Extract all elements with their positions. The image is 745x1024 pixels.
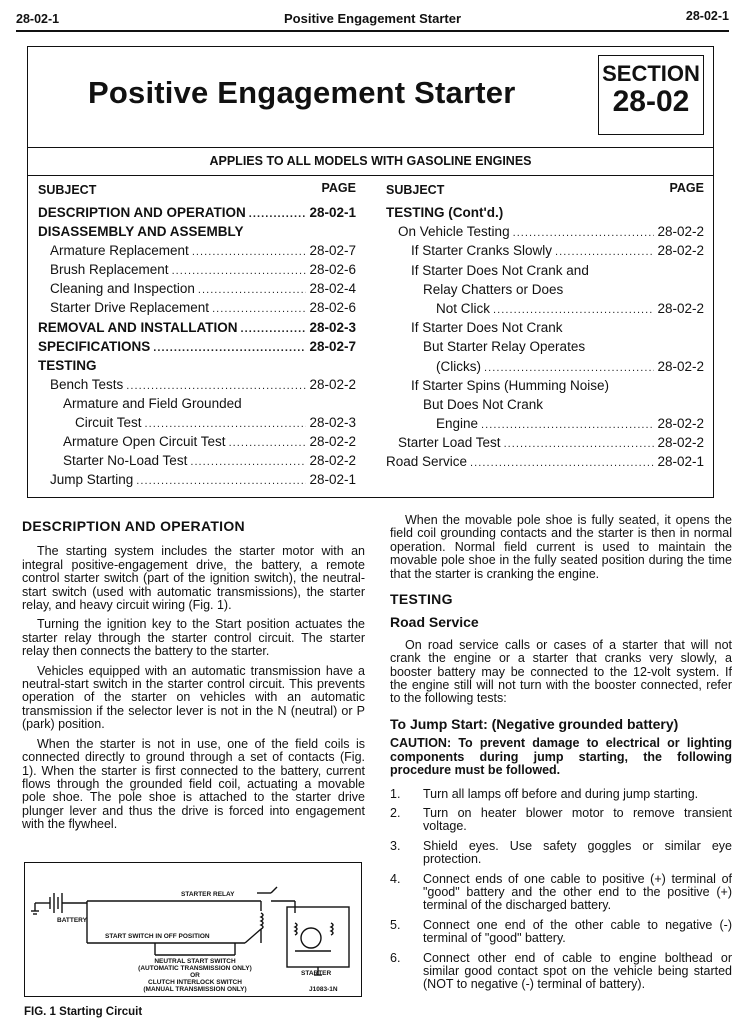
- header-rule: [16, 30, 729, 32]
- toc-entry-page: 28-02-3: [309, 319, 356, 335]
- toc-header: [38, 179, 356, 205]
- toc-entry-title: TESTING: [38, 357, 97, 373]
- label-battery: BATTERY: [57, 917, 87, 924]
- step-text: Connect one end of the other cable to negative (-) terminal of "good" battery.: [423, 917, 732, 946]
- toc-entry-title: If Starter Does Not Crank and: [411, 262, 589, 278]
- toc-leader-dots: [153, 342, 306, 354]
- toc-entry-page: 28-02-7: [309, 338, 356, 354]
- toc-left: [38, 179, 356, 491]
- step-item: [390, 807, 732, 834]
- page-title: Positive Engagement Starter: [88, 75, 516, 110]
- paragraph: On road service calls or cases of a starter that will not crank the engine or a starter that cranks very slowly, a booster battery may be connected to the 12-volt system. If the engine still will not turn with the booster connected, refer to the following tests:: [390, 637, 732, 706]
- toc-entry-title: DESCRIPTION AND OPERATION: [38, 205, 246, 220]
- toc-entry-page: 28-02-6: [309, 262, 356, 278]
- toc-entry: [38, 472, 356, 491]
- toc-entry-page: 28-02-2: [657, 358, 704, 374]
- toc-entry-title: Not Click: [436, 300, 491, 316]
- toc-leader-dots: [555, 246, 654, 258]
- toc-leader-dots: [504, 438, 655, 450]
- toc-entry-title: Jump Starting: [50, 472, 134, 488]
- toc-leader-dots: [229, 437, 307, 449]
- toc-entry-title: Cleaning and Inspection: [50, 281, 195, 297]
- toc-leader-dots: [470, 457, 654, 469]
- toc-entry: [386, 263, 704, 282]
- label-figure-code: J1083-1N: [309, 986, 338, 993]
- divider: [28, 175, 713, 176]
- step-text: Turn on heater blower motor to remove transient voltage.: [423, 805, 732, 834]
- running-header: [16, 9, 729, 29]
- title-area: [28, 47, 598, 148]
- testing-heading: TESTING: [390, 591, 453, 608]
- toc-entry: [38, 300, 356, 319]
- applies-note: APPLIES TO ALL MODELS WITH GASOLINE ENGINES: [209, 154, 532, 168]
- toc-page-heading: PAGE: [669, 181, 704, 195]
- road-service-heading: Road Service: [390, 614, 479, 631]
- toc-entry: [386, 397, 704, 416]
- toc-entry: [38, 243, 356, 262]
- toc-entry: [386, 282, 704, 301]
- toc-leader-dots: [241, 323, 307, 335]
- toc-entry: [386, 435, 704, 454]
- toc-entry-page: 28-02-4: [309, 281, 356, 297]
- toc-leader-dots: [513, 227, 655, 239]
- toc-entry: [38, 396, 356, 415]
- toc-leader-dots: [145, 418, 307, 430]
- toc-leader-dots: [198, 284, 307, 296]
- toc-entry: [38, 358, 356, 377]
- section-box: [598, 55, 704, 135]
- toc-entry-title: Armature Open Circuit Test: [63, 434, 226, 450]
- toc-entry-title: But Does Not Crank: [423, 396, 544, 412]
- label-start-switch: START SWITCH IN OFF POSITION: [105, 933, 210, 940]
- toc-left-rows: [38, 205, 356, 491]
- toc-entry-title: SPECIFICATIONS: [38, 338, 151, 354]
- toc-entry-title: Circuit Test: [75, 415, 142, 431]
- label-or: OR: [190, 972, 200, 979]
- toc-entry: [386, 359, 704, 378]
- toc-entry-title: Armature and Field Grounded: [63, 395, 242, 411]
- toc-entry-title: Relay Chatters or Does: [423, 281, 564, 297]
- divider: [598, 147, 714, 148]
- toc-page-heading: PAGE: [321, 181, 356, 195]
- caution-note: CAUTION: To prevent damage to electrical or lighting components during jump starting, the following procedure must be followed.: [390, 736, 732, 778]
- step-number: 6.: [390, 950, 401, 965]
- toc-entry-page: 28-02-1: [309, 205, 356, 220]
- label-auto-trans: (AUTOMATIC TRANSMISSION ONLY): [138, 965, 252, 972]
- jump-start-steps: [390, 788, 732, 992]
- toc-subject-heading: SUBJECT: [38, 183, 97, 197]
- toc-entry: [38, 262, 356, 281]
- toc-entry: [38, 453, 356, 472]
- toc-leader-dots: [192, 246, 307, 258]
- paragraph: The starting system includes the starter motor with an integral positive-engagement drive, the battery, a remote control starter switch (part of the ignition switch), the neutral-start switch (used with automatic transmissions), the starter relay, and heavy circuit wiring (Fig. 1).: [22, 544, 365, 613]
- toc-entry: [386, 243, 704, 262]
- step-number: 1.: [390, 786, 401, 801]
- toc-entry-title: (Clicks): [436, 358, 481, 374]
- header-page-left: 28-02-1: [16, 12, 60, 26]
- toc-header: [386, 179, 704, 205]
- toc-entry: [386, 454, 704, 473]
- step-item: [390, 873, 732, 913]
- toc-entry-page: 28-02-2: [309, 434, 356, 450]
- toc-leader-dots: [172, 265, 307, 277]
- toc-right: [386, 179, 704, 474]
- title-box: [27, 46, 714, 498]
- toc-entry-title: Engine: [436, 416, 479, 432]
- toc-leader-dots: [190, 456, 306, 468]
- toc-entry: [386, 378, 704, 397]
- toc-leader-dots: [481, 419, 654, 431]
- toc-entry: [386, 416, 704, 435]
- toc-entry: [386, 339, 704, 358]
- step-item: [390, 952, 732, 992]
- toc-entry-page: 28-02-2: [657, 435, 704, 451]
- toc-entry-page: 28-02-6: [309, 300, 356, 316]
- toc-entry-page: 28-02-2: [657, 243, 704, 259]
- step-number: 5.: [390, 917, 401, 932]
- toc-leader-dots: [126, 380, 306, 392]
- section-number: 28-02: [612, 85, 690, 118]
- toc-entry: [38, 320, 356, 339]
- toc-right-rows: [386, 205, 704, 474]
- toc-entry-title: On Vehicle Testing: [398, 224, 510, 240]
- step-text: Connect other end of cable to engine bolthead or similar good contact spot on the vehicle being started (NOT to negative (-) terminal of battery).: [423, 950, 732, 992]
- toc-entry: [386, 320, 704, 339]
- toc-entry: [38, 281, 356, 300]
- toc-entry-title: REMOVAL AND INSTALLATION: [38, 319, 238, 335]
- toc-entry-title: If Starter Spins (Humming Noise): [411, 377, 610, 393]
- toc-entry-title: If Starter Cranks Slowly: [411, 243, 553, 259]
- label-starter: STARTER: [301, 970, 332, 977]
- toc-entry-page: 28-02-2: [309, 376, 356, 392]
- step-item: [390, 840, 732, 867]
- toc-leader-dots: [493, 304, 654, 316]
- toc-entry-page: 28-02-1: [309, 472, 356, 488]
- toc-entry: [386, 301, 704, 320]
- jump-start-heading: To Jump Start: (Negative grounded battery): [390, 715, 679, 732]
- paragraph: When the starter is not in use, one of the field coils is connected directly to ground through a set of contacts (Fig. 1). When the starter is first connected to the battery, current flows through the grounded field coil, actuating a movable pole shoe. The pole shoe is attached to the starter drive plunger lever and thus the drive is forced into engagement with the flywheel.: [22, 736, 365, 832]
- header-title: Positive Engagement Starter: [284, 11, 461, 26]
- section-word: SECTION: [602, 61, 700, 86]
- toc-entry-title: Armature Replacement: [50, 243, 189, 259]
- left-column: [22, 520, 365, 838]
- step-number: 3.: [390, 838, 401, 853]
- label-manual-trans: (MANUAL TRANSMISSION ONLY): [143, 986, 247, 993]
- toc-entry-page: 28-02-1: [657, 454, 704, 470]
- toc-entry: [38, 377, 356, 396]
- toc-entry: [38, 434, 356, 453]
- circuit-diagram: [25, 863, 360, 995]
- toc-entry: [38, 224, 356, 243]
- step-text: Connect ends of one cable to positive (+) terminal of "good" battery and the other end to the positive (+) terminal of the discharged battery.: [423, 871, 732, 913]
- step-text: Shield eyes. Use safety goggles or similar eye protection.: [423, 838, 732, 867]
- label-clutch-switch: CLUTCH INTERLOCK SWITCH: [148, 979, 242, 986]
- toc-leader-dots: [484, 362, 654, 374]
- toc-entry-page: 28-02-2: [657, 416, 704, 432]
- label-neutral-switch: NEUTRAL START SWITCH: [154, 958, 236, 965]
- figure-caption: FIG. 1 Starting Circuit: [24, 1006, 143, 1018]
- paragraph: When the movable pole shoe is fully seated, it opens the field coil grounding contacts and the starter is then in normal operation. Normal field current is used to maintain the movable pole shoe in the fully seated position during the time that the starter is cranking the engine.: [390, 513, 732, 581]
- step-text: Turn all lamps off before and during jump starting.: [423, 786, 699, 801]
- paragraph: Vehicles equipped with an automatic transmission have a neutral-start switch in the starter control circuit. This prevents operation of the starter on vehicles with an automatic transmission if the selector lever is not in the N (neutral) or P (park) position.: [22, 663, 365, 732]
- toc-subject-heading: SUBJECT: [386, 183, 445, 197]
- toc-leader-dots: [212, 303, 306, 315]
- step-number: 2.: [390, 805, 401, 820]
- toc-entry-page: 28-02-2: [657, 224, 704, 240]
- label-starter-relay: STARTER RELAY: [181, 891, 235, 898]
- step-item: [390, 788, 732, 801]
- toc-entry: [38, 205, 356, 224]
- figure-starting-circuit: [24, 862, 362, 997]
- step-number: 4.: [390, 871, 401, 886]
- toc-leader-dots: [136, 475, 306, 487]
- toc-entry-page: 28-02-2: [657, 300, 704, 316]
- toc-entry-title: Starter No-Load Test: [63, 453, 188, 469]
- toc-entry: [38, 339, 356, 358]
- toc-entry-title: If Starter Does Not Crank: [411, 320, 563, 336]
- toc-entry-title: Starter Load Test: [398, 435, 501, 451]
- toc-entry: [386, 224, 704, 243]
- toc-entry-title: TESTING (Cont'd.): [386, 205, 504, 220]
- header-page-right: 28-02-1: [685, 9, 729, 23]
- paragraph: Turning the ignition key to the Start position actuates the starter relay through the starter control circuit. The starter relay then connects the battery to the starter.: [22, 617, 365, 659]
- toc-leader-dots: [249, 208, 307, 220]
- toc-entry-title: DISASSEMBLY AND ASSEMBLY: [38, 224, 244, 240]
- toc-entry: [38, 415, 356, 434]
- toc-entry-title: Brush Replacement: [50, 262, 169, 278]
- toc-entry-page: 28-02-2: [309, 453, 356, 469]
- toc-entry-page: 28-02-7: [309, 243, 356, 259]
- description-heading: DESCRIPTION AND OPERATION: [22, 518, 245, 534]
- toc-entry-title: Road Service: [386, 454, 468, 470]
- toc-entry-title: But Starter Relay Operates: [423, 339, 586, 355]
- toc-entry-title: Starter Drive Replacement: [50, 300, 210, 316]
- toc-entry-title: Bench Tests: [50, 376, 124, 392]
- right-column: [390, 514, 732, 998]
- toc-entry: [386, 205, 704, 224]
- toc-entry-page: 28-02-3: [309, 415, 356, 431]
- step-item: [390, 919, 732, 946]
